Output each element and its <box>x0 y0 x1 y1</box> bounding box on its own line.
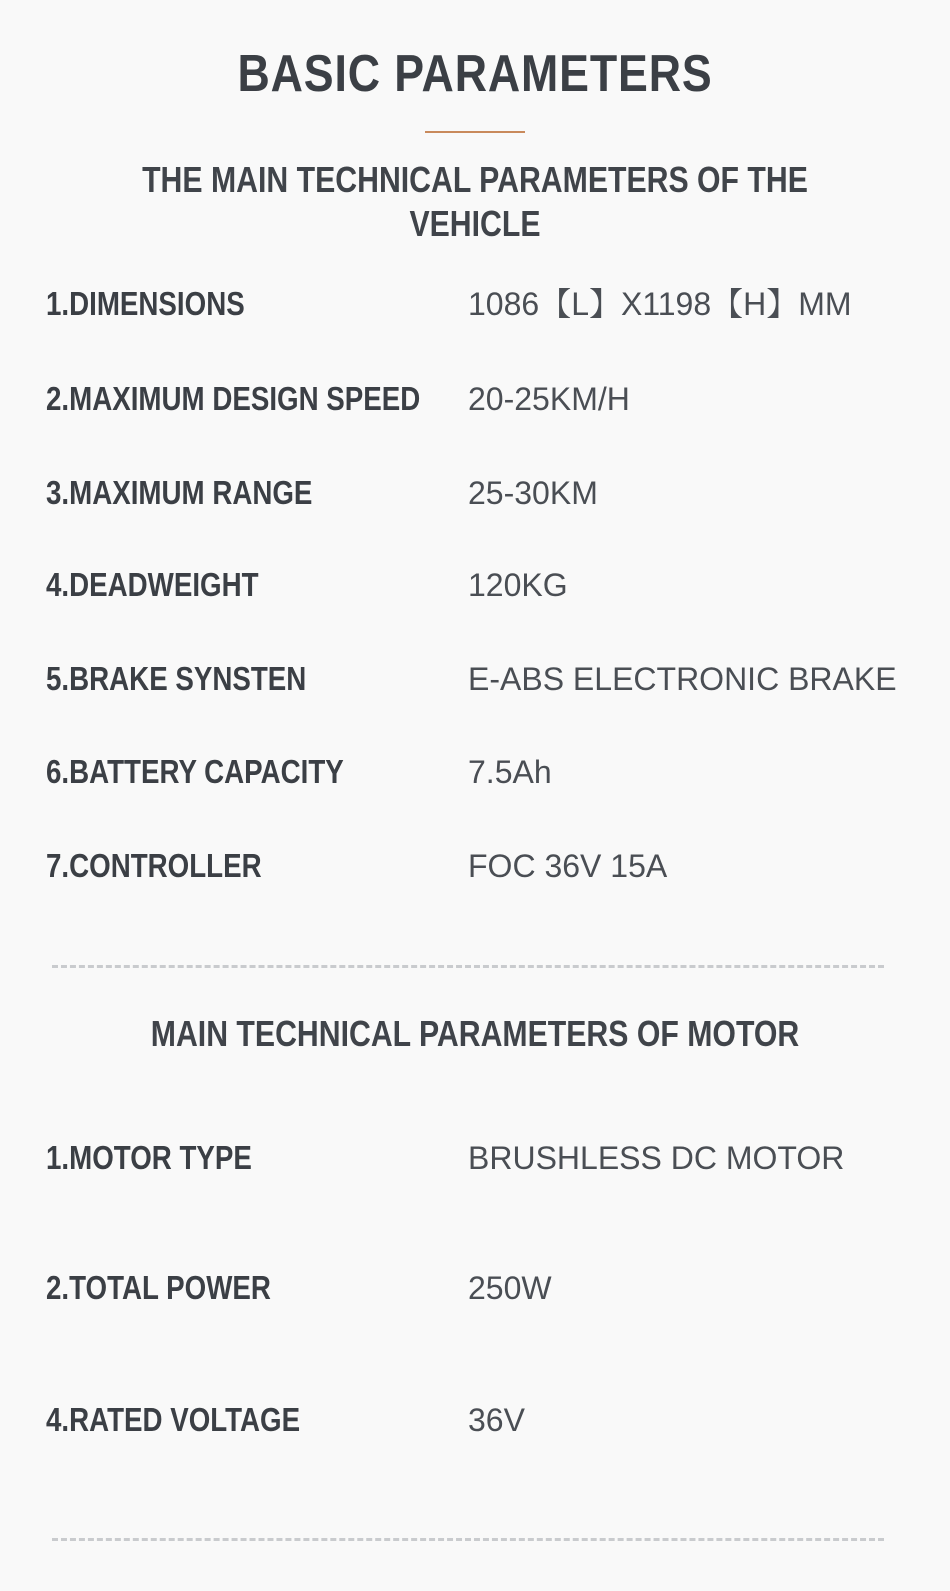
param-label: 5.BRAKE SYNSTEN <box>46 660 307 697</box>
section-divider <box>52 965 884 968</box>
param-label: 3.MAXIMUM RANGE <box>46 474 313 511</box>
page-title: BASIC PARAMETERS <box>237 45 713 103</box>
param-row-max-speed <box>0 377 950 421</box>
param-label: 4.RATED VOLTAGE <box>46 1401 301 1438</box>
param-value: 25-30KM <box>468 475 598 511</box>
param-value: BRUSHLESS DC MOTOR <box>468 1140 845 1176</box>
param-row-total-power <box>0 1266 950 1310</box>
param-label: 6.BATTERY CAPACITY <box>46 753 344 790</box>
param-row-motor-type <box>0 1136 950 1180</box>
param-value: 36V <box>468 1402 525 1438</box>
section-divider <box>52 1538 884 1541</box>
param-value: 20-25KM/H <box>468 381 630 417</box>
param-value: FOC 36V 15A <box>468 848 668 884</box>
param-label: 2.TOTAL POWER <box>46 1269 271 1306</box>
title-accent-rule <box>425 131 525 133</box>
param-row-battery <box>0 750 950 794</box>
param-label: 4.DEADWEIGHT <box>46 566 259 603</box>
param-label: 1.DIMENSIONS <box>46 285 245 322</box>
param-row-max-range <box>0 471 950 515</box>
param-row-deadweight <box>0 563 950 607</box>
param-value: 120KG <box>468 567 568 603</box>
param-row-dimensions <box>0 282 950 326</box>
param-label: 7.CONTROLLER <box>46 847 262 884</box>
param-value: 7.5Ah <box>468 754 552 790</box>
param-row-brake <box>0 657 950 701</box>
param-value: 250W <box>468 1270 552 1306</box>
vehicle-section-title: THE MAIN TECHNICAL PARAMETERS OF THE VEHICLE <box>142 159 808 244</box>
motor-section-title: MAIN TECHNICAL PARAMETERS OF MOTOR <box>150 1013 800 1054</box>
param-row-controller <box>0 844 950 888</box>
param-value: E-ABS ELECTRONIC BRAKE <box>468 661 897 697</box>
param-label: 1.MOTOR TYPE <box>46 1139 252 1176</box>
param-label: 2.MAXIMUM DESIGN SPEED <box>46 380 421 417</box>
param-value: 1086【L】X1198【H】MM <box>468 286 852 322</box>
param-row-rated-voltage <box>0 1398 950 1442</box>
